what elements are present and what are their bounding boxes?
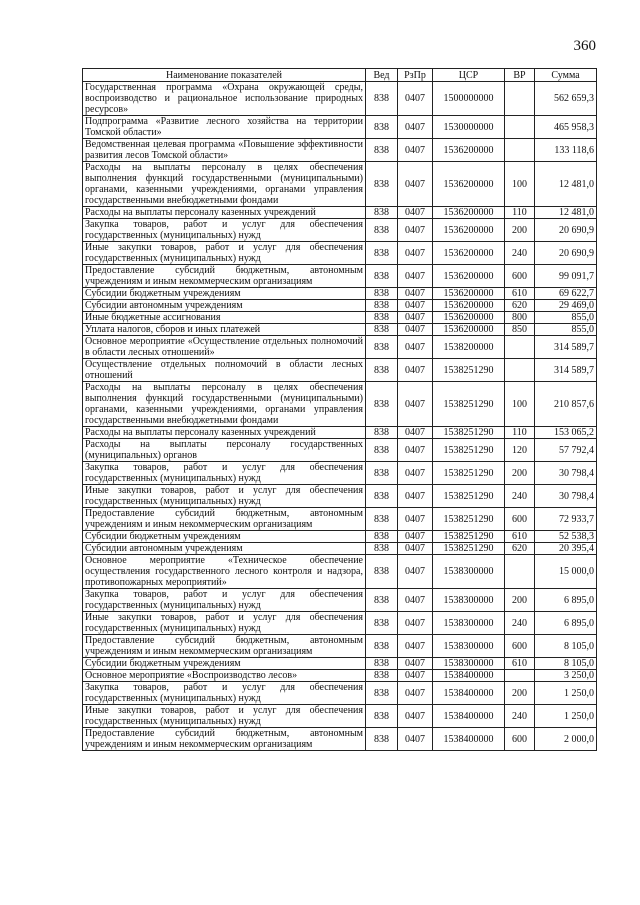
cell-name: Расходы на выплаты персоналу в целях обеспечения выполнения функций государственными (муниципальными) органами, казенными учреждениями, органами управления государственными внебюджетными фондами (83, 162, 366, 207)
cell-csr: 1500000000 (433, 82, 505, 116)
cell-ved: 838 (366, 265, 398, 288)
cell-csr: 1538200000 (433, 336, 505, 359)
table-row (83, 300, 597, 312)
cell-rzpr: 0407 (398, 359, 433, 382)
cell-rzpr: 0407 (398, 508, 433, 531)
cell-vr: 620 (505, 300, 535, 312)
cell-rzpr: 0407 (398, 382, 433, 427)
table-row (83, 543, 597, 555)
cell-vr: 800 (505, 312, 535, 324)
cell-sum: 29 469,0 (535, 300, 597, 312)
cell-vr: 120 (505, 439, 535, 462)
table-row (83, 658, 597, 670)
cell-vr: 240 (505, 705, 535, 728)
table-row (83, 207, 597, 219)
cell-vr: 850 (505, 324, 535, 336)
cell-vr: 100 (505, 162, 535, 207)
cell-ved: 838 (366, 589, 398, 612)
cell-csr: 1538300000 (433, 635, 505, 658)
cell-ved: 838 (366, 670, 398, 682)
cell-sum: 465 958,3 (535, 116, 597, 139)
cell-sum: 12 481,0 (535, 162, 597, 207)
table-row (83, 670, 597, 682)
cell-name: Осуществление отдельных полномочий в области лесных отношений (83, 359, 366, 382)
table-row (83, 382, 597, 427)
cell-csr: 1538400000 (433, 670, 505, 682)
cell-rzpr: 0407 (398, 635, 433, 658)
cell-name: Субсидии бюджетным учреждениям (83, 288, 366, 300)
cell-rzpr: 0407 (398, 612, 433, 635)
cell-name: Закупка товаров, работ и услуг для обеспечения государственных (муниципальных) нужд (83, 462, 366, 485)
cell-ved: 838 (366, 462, 398, 485)
header-csr: ЦСР (433, 69, 505, 82)
cell-ved: 838 (366, 635, 398, 658)
cell-csr: 1538251290 (433, 359, 505, 382)
cell-vr: 600 (505, 508, 535, 531)
cell-csr: 1538251290 (433, 543, 505, 555)
cell-csr: 1538251290 (433, 382, 505, 427)
cell-csr: 1536200000 (433, 312, 505, 324)
cell-vr: 100 (505, 382, 535, 427)
cell-rzpr: 0407 (398, 242, 433, 265)
cell-name: Предоставление субсидий бюджетным, автономным учреждениям и иным некоммерческим организациям (83, 265, 366, 288)
cell-vr: 110 (505, 427, 535, 439)
cell-sum: 99 091,7 (535, 265, 597, 288)
cell-sum: 15 000,0 (535, 555, 597, 589)
cell-sum: 20 690,9 (535, 219, 597, 242)
cell-vr: 610 (505, 531, 535, 543)
cell-csr: 1538251290 (433, 462, 505, 485)
cell-sum: 8 105,0 (535, 658, 597, 670)
cell-name: Государственная программа «Охрана окружающей среды, воспроизводство и рациональное использование природных ресурсов» (83, 82, 366, 116)
table-row (83, 242, 597, 265)
cell-ved: 838 (366, 207, 398, 219)
cell-name: Подпрограмма «Развитие лесного хозяйства на территории Томской области» (83, 116, 366, 139)
cell-name: Иные бюджетные ассигнования (83, 312, 366, 324)
cell-name: Иные закупки товаров, работ и услуг для обеспечения государственных (муниципальных) нужд (83, 705, 366, 728)
cell-sum: 855,0 (535, 312, 597, 324)
cell-sum: 562 659,3 (535, 82, 597, 116)
header-name: Наименование показателей (83, 69, 366, 82)
table-row (83, 139, 597, 162)
cell-vr: 200 (505, 682, 535, 705)
cell-rzpr: 0407 (398, 705, 433, 728)
cell-sum: 210 857,6 (535, 382, 597, 427)
cell-ved: 838 (366, 658, 398, 670)
cell-name: Предоставление субсидий бюджетным, автономным учреждениям и иным некоммерческим организациям (83, 508, 366, 531)
cell-ved: 838 (366, 382, 398, 427)
cell-rzpr: 0407 (398, 207, 433, 219)
cell-rzpr: 0407 (398, 589, 433, 612)
cell-rzpr: 0407 (398, 324, 433, 336)
table-row (83, 116, 597, 139)
cell-csr: 1536200000 (433, 324, 505, 336)
cell-name: Субсидии автономным учреждениям (83, 300, 366, 312)
cell-ved: 838 (366, 324, 398, 336)
cell-ved: 838 (366, 508, 398, 531)
table-row (83, 462, 597, 485)
table-row (83, 728, 597, 751)
cell-name: Иные закупки товаров, работ и услуг для обеспечения государственных (муниципальных) нужд (83, 612, 366, 635)
cell-name: Уплата налогов, сборов и иных платежей (83, 324, 366, 336)
cell-vr (505, 555, 535, 589)
cell-name: Иные закупки товаров, работ и услуг для обеспечения государственных (муниципальных) нужд (83, 242, 366, 265)
cell-csr: 1536200000 (433, 242, 505, 265)
cell-rzpr: 0407 (398, 288, 433, 300)
cell-ved: 838 (366, 427, 398, 439)
cell-rzpr: 0407 (398, 265, 433, 288)
cell-sum: 72 933,7 (535, 508, 597, 531)
cell-rzpr: 0407 (398, 658, 433, 670)
cell-rzpr: 0407 (398, 139, 433, 162)
header-rzpr: РзПр (398, 69, 433, 82)
cell-csr: 1536200000 (433, 288, 505, 300)
cell-name: Ведомственная целевая программа «Повышение эффективности развития лесов Томской области» (83, 139, 366, 162)
cell-vr: 110 (505, 207, 535, 219)
cell-name: Расходы на выплаты персоналу государственных (муниципальных) органов (83, 439, 366, 462)
cell-rzpr: 0407 (398, 670, 433, 682)
cell-ved: 838 (366, 531, 398, 543)
cell-name: Основное мероприятие «Осуществление отдельных полномочий в области лесных отношений» (83, 336, 366, 359)
cell-ved: 838 (366, 612, 398, 635)
table-row (83, 427, 597, 439)
cell-rzpr: 0407 (398, 312, 433, 324)
table-row (83, 682, 597, 705)
cell-csr: 1538300000 (433, 589, 505, 612)
page-number: 360 (573, 38, 596, 54)
budget-table (82, 68, 597, 751)
cell-rzpr: 0407 (398, 462, 433, 485)
table-row (83, 635, 597, 658)
cell-sum: 8 105,0 (535, 635, 597, 658)
cell-sum: 12 481,0 (535, 207, 597, 219)
table-header-row (83, 69, 597, 82)
cell-sum: 20 395,4 (535, 543, 597, 555)
cell-name: Основное мероприятие «Воспроизводство лесов» (83, 670, 366, 682)
table-row (83, 612, 597, 635)
cell-vr (505, 670, 535, 682)
cell-rzpr: 0407 (398, 82, 433, 116)
cell-sum: 57 792,4 (535, 439, 597, 462)
cell-vr (505, 82, 535, 116)
cell-sum: 3 250,0 (535, 670, 597, 682)
cell-rzpr: 0407 (398, 336, 433, 359)
table-row (83, 312, 597, 324)
cell-sum: 314 589,7 (535, 359, 597, 382)
cell-sum: 855,0 (535, 324, 597, 336)
cell-vr (505, 336, 535, 359)
cell-vr: 200 (505, 219, 535, 242)
cell-sum: 30 798,4 (535, 462, 597, 485)
cell-vr: 600 (505, 265, 535, 288)
cell-vr (505, 139, 535, 162)
cell-name: Основное мероприятие «Техническое обеспечение осуществления государственного лесного контроля и надзора, противопожарных мероприятий» (83, 555, 366, 589)
cell-ved: 838 (366, 485, 398, 508)
cell-sum: 20 690,9 (535, 242, 597, 265)
cell-ved: 838 (366, 82, 398, 116)
cell-csr: 1536200000 (433, 300, 505, 312)
cell-sum: 314 589,7 (535, 336, 597, 359)
table-row (83, 324, 597, 336)
cell-csr: 1538400000 (433, 682, 505, 705)
cell-csr: 1538251290 (433, 439, 505, 462)
cell-ved: 838 (366, 705, 398, 728)
header-sum: Сумма (535, 69, 597, 82)
table-row (83, 219, 597, 242)
cell-sum: 52 538,3 (535, 531, 597, 543)
cell-rzpr: 0407 (398, 728, 433, 751)
cell-csr: 1538251290 (433, 531, 505, 543)
cell-ved: 838 (366, 312, 398, 324)
cell-vr: 200 (505, 589, 535, 612)
cell-name: Субсидии бюджетным учреждениям (83, 531, 366, 543)
cell-vr: 620 (505, 543, 535, 555)
cell-name: Расходы на выплаты персоналу в целях обеспечения выполнения функций государственными (муниципальными) органами, казенными учреждениями, органами управления государственными внебюджетными фондами (83, 382, 366, 427)
cell-ved: 838 (366, 300, 398, 312)
cell-ved: 838 (366, 139, 398, 162)
cell-rzpr: 0407 (398, 555, 433, 589)
cell-vr: 240 (505, 485, 535, 508)
cell-vr: 240 (505, 242, 535, 265)
cell-vr: 610 (505, 288, 535, 300)
table-row (83, 705, 597, 728)
cell-name: Закупка товаров, работ и услуг для обеспечения государственных (муниципальных) нужд (83, 682, 366, 705)
cell-csr: 1536200000 (433, 139, 505, 162)
cell-ved: 838 (366, 359, 398, 382)
cell-csr: 1538251290 (433, 427, 505, 439)
cell-sum: 6 895,0 (535, 612, 597, 635)
cell-name: Иные закупки товаров, работ и услуг для обеспечения государственных (муниципальных) нужд (83, 485, 366, 508)
cell-rzpr: 0407 (398, 427, 433, 439)
cell-csr: 1536200000 (433, 162, 505, 207)
cell-csr: 1538251290 (433, 485, 505, 508)
cell-rzpr: 0407 (398, 162, 433, 207)
cell-sum: 30 798,4 (535, 485, 597, 508)
cell-sum: 6 895,0 (535, 589, 597, 612)
cell-csr: 1536200000 (433, 207, 505, 219)
cell-ved: 838 (366, 219, 398, 242)
table-row (83, 485, 597, 508)
cell-sum: 1 250,0 (535, 682, 597, 705)
cell-ved: 838 (366, 242, 398, 265)
table-row (83, 162, 597, 207)
cell-ved: 838 (366, 728, 398, 751)
cell-rzpr: 0407 (398, 439, 433, 462)
table-row (83, 336, 597, 359)
cell-sum: 2 000,0 (535, 728, 597, 751)
cell-vr: 610 (505, 658, 535, 670)
cell-rzpr: 0407 (398, 116, 433, 139)
table-row (83, 82, 597, 116)
cell-sum: 153 065,2 (535, 427, 597, 439)
cell-ved: 838 (366, 555, 398, 589)
cell-vr (505, 359, 535, 382)
cell-sum: 1 250,0 (535, 705, 597, 728)
cell-name: Предоставление субсидий бюджетным, автономным учреждениям и иным некоммерческим организациям (83, 635, 366, 658)
cell-vr (505, 116, 535, 139)
cell-ved: 838 (366, 682, 398, 705)
cell-rzpr: 0407 (398, 682, 433, 705)
cell-name: Субсидии автономным учреждениям (83, 543, 366, 555)
cell-name: Предоставление субсидий бюджетным, автономным учреждениям и иным некоммерческим организациям (83, 728, 366, 751)
cell-name: Закупка товаров, работ и услуг для обеспечения государственных (муниципальных) нужд (83, 219, 366, 242)
table-row (83, 359, 597, 382)
cell-rzpr: 0407 (398, 219, 433, 242)
cell-ved: 838 (366, 336, 398, 359)
cell-csr: 1538300000 (433, 658, 505, 670)
table-row (83, 265, 597, 288)
cell-csr: 1538400000 (433, 705, 505, 728)
cell-csr: 1536200000 (433, 265, 505, 288)
cell-ved: 838 (366, 162, 398, 207)
cell-name: Расходы на выплаты персоналу казенных учреждений (83, 207, 366, 219)
cell-rzpr: 0407 (398, 543, 433, 555)
table-body (83, 82, 597, 751)
cell-ved: 838 (366, 288, 398, 300)
table-row (83, 555, 597, 589)
cell-ved: 838 (366, 543, 398, 555)
cell-csr: 1538300000 (433, 555, 505, 589)
table-row (83, 531, 597, 543)
table-row (83, 589, 597, 612)
cell-rzpr: 0407 (398, 531, 433, 543)
table-row (83, 288, 597, 300)
cell-rzpr: 0407 (398, 300, 433, 312)
cell-name: Расходы на выплаты персоналу казенных учреждений (83, 427, 366, 439)
cell-csr: 1538300000 (433, 612, 505, 635)
cell-name: Субсидии бюджетным учреждениям (83, 658, 366, 670)
cell-sum: 133 118,6 (535, 139, 597, 162)
cell-vr: 600 (505, 635, 535, 658)
cell-csr: 1538400000 (433, 728, 505, 751)
cell-vr: 600 (505, 728, 535, 751)
cell-ved: 838 (366, 116, 398, 139)
cell-vr: 240 (505, 612, 535, 635)
header-vr: ВР (505, 69, 535, 82)
table-row (83, 439, 597, 462)
cell-ved: 838 (366, 439, 398, 462)
cell-csr: 1530000000 (433, 116, 505, 139)
cell-csr: 1536200000 (433, 219, 505, 242)
cell-sum: 69 622,7 (535, 288, 597, 300)
cell-vr: 200 (505, 462, 535, 485)
cell-rzpr: 0407 (398, 485, 433, 508)
cell-csr: 1538251290 (433, 508, 505, 531)
header-ved: Вед (366, 69, 398, 82)
table-row (83, 508, 597, 531)
cell-name: Закупка товаров, работ и услуг для обеспечения государственных (муниципальных) нужд (83, 589, 366, 612)
